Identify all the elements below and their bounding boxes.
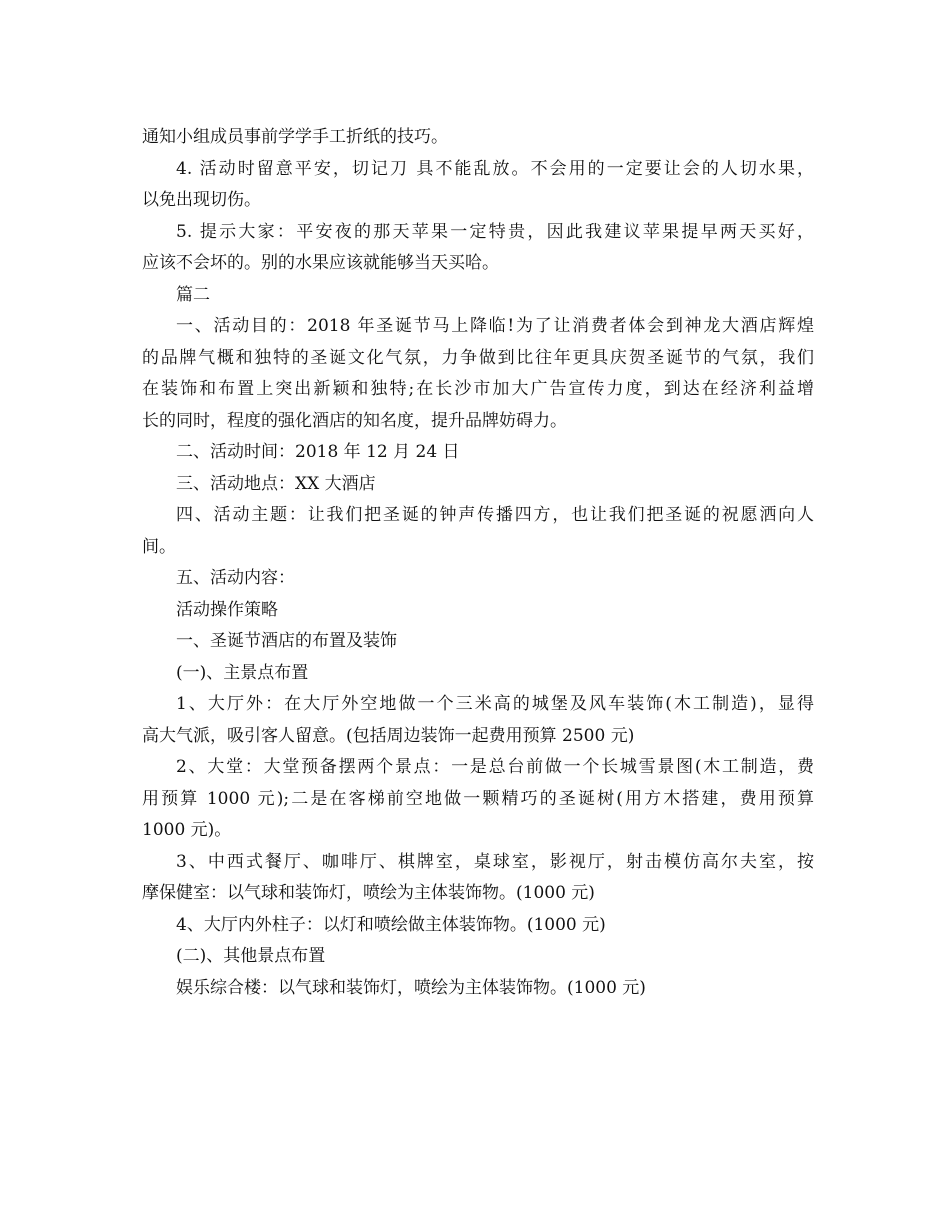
text-line: 通知小组成员事前学学手工折纸的技巧。 [142, 127, 448, 147]
text-line: 2、大堂：大堂预备摆两个景点：一是总台前做一个长城雪景图(木工制造，费 [176, 757, 814, 777]
text-line: 三、活动地点：XX 大酒店 [176, 473, 376, 494]
text-line: 4. 活动时留意平安，切记刀 具不能乱放。不会用的一定要让会的人切水果， [176, 158, 814, 179]
text-line: 五、活动内容： [176, 568, 295, 588]
text-line: 5. 提示大家：平安夜的那天苹果一定特贵，因此我建议苹果提早两天买好， [176, 221, 814, 242]
text-line: 一、活动目的：2018 年圣诞节马上降临!为了让消费者体会到神龙大酒店辉煌 [176, 316, 814, 336]
text-line: 在装饰和布置上突出新颖和独特;在长沙市加大广告宣传力度，到达在经济利益增 [142, 379, 814, 399]
text-line: 用预算 1000 元);二是在客梯前空地做一颗精巧的圣诞树(用方木搭建，费用预算 [142, 788, 814, 809]
text-line: 篇二 [176, 284, 210, 305]
text-line: 一、圣诞节酒店的布置及装饰 [176, 631, 397, 651]
document-body [142, 122, 814, 1004]
text-line: 以免出现切伤。 [142, 190, 261, 210]
text-line: 间。 [142, 536, 176, 557]
text-line: (二)、其他景点布置 [176, 946, 326, 966]
text-line: 活动操作策略 [176, 599, 278, 620]
text-line: 长的同时，程度的强化酒店的知名度，提升品牌妨碍力。 [142, 410, 567, 431]
text-line: 1000 元)。 [142, 820, 232, 840]
text-line: 的品牌气概和独特的圣诞文化气氛，力争做到比往年更具庆贺圣诞节的气氛，我们 [142, 347, 814, 368]
text-line: 二、活动时间：2018 年 12 月 24 日 [176, 442, 460, 462]
text-line: 3、中西式餐厅、咖啡厅、棋牌室，桌球室，影视厅，射击模仿高尔夫室，按 [176, 851, 814, 872]
text-line: (一)、主景点布置 [176, 662, 309, 683]
text-line: 1、大厅外：在大厅外空地做一个三米高的城堡及风车装饰(木工制造)，显得 [176, 694, 814, 714]
text-line: 4、大厅内外柱子：以灯和喷绘做主体装饰物。(1000 元) [176, 914, 606, 935]
text-line: 摩保健室：以气球和装饰灯，喷绘为主体装饰物。(1000 元) [142, 883, 595, 903]
text-line: 应该不会坏的。别的水果应该就能够当天买哈。 [142, 253, 499, 273]
text-line: 娱乐综合楼：以气球和装饰灯，喷绘为主体装饰物。(1000 元) [176, 977, 646, 998]
text-line: 高大气派，吸引客人留意。(包括周边装饰一起费用预算 2500 元) [142, 725, 635, 746]
text-line: 四、活动主题：让我们把圣诞的钟声传播四方，也让我们把圣诞的祝愿洒向人 [176, 505, 814, 525]
